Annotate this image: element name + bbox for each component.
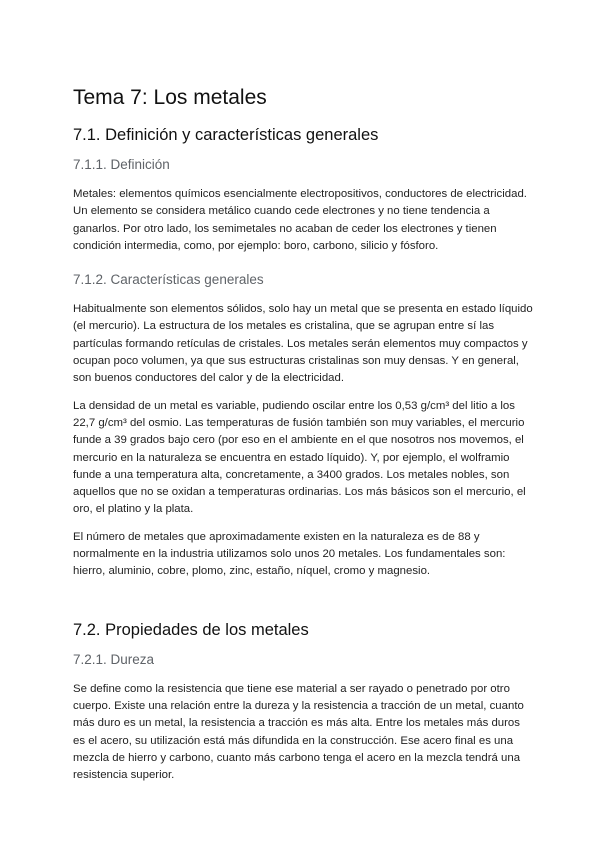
paragraph-caracteristicas-3: El número de metales que aproximadamente existen en la naturaleza es de 88 y normalmente en la industria utilizamos solo unos 20 metales. Los fundamentales son: hierro, aluminio, cobre, plomo, zinc, estaño, níquel, cromo y magnesio.	[73, 530, 506, 578]
section-heading-7-1: 7.1. Definición y características generales	[73, 126, 379, 144]
subsection-heading-7-1-1: 7.1.1. Definición	[73, 157, 170, 172]
document-page	[73, 84, 533, 794]
paragraph-caracteristicas-1: Habitualmente son elementos sólidos, solo hay un metal que se presenta en estado líquido (el mercurio). La estructura de los metales es cristalina, que se agrupan entre sí las partículas formando retículas de cristales. Los metales serán elementos muy compactos y ocupan poco volumen, ya que sus estructuras cristalinas son muy densas. Y en general, son buenos conductores del calor y de la electricidad.	[73, 303, 533, 385]
paragraph-definicion: Metales: elementos químicos esencialmente electropositivos, conductores de electricidad. Un elemento se considera metálico cuando cede electrones y no tiene tendencia a ganarlos. Por otro lado, los semimetales no acaban de ceder los electrones y tienen condición intermedia, como, por ejemplo: boro, carbono, silicio y fósforo.	[73, 188, 527, 252]
paragraph-dureza: Se define como la resistencia que tiene ese material a ser rayado o penetrado por otro cuerpo. Existe una relación entre la dureza y la resistencia a tracción de un metal, cuanto más duro es un metal, la resistencia a tracción es más alta. Entre los metales más duros es el acero, su utilización está más difundida en la construcción. Ese acero final es una mezcla de hierro y carbono, cuanto más carbono tenga el acero en la mezcla tendrá una resistencia superior.	[73, 682, 524, 782]
section-heading-7-2: 7.2. Propiedades de los metales	[73, 620, 309, 639]
document-title: Tema 7: Los metales	[73, 86, 267, 109]
section-spacer	[73, 591, 533, 619]
subsection-heading-7-1-2: 7.1.2. Características generales	[73, 272, 264, 288]
subsection-heading-7-2-1: 7.2.1. Dureza	[73, 651, 155, 667]
paragraph-caracteristicas-2: La densidad de un metal es variable, pudiendo oscilar entre los 0,53 g/cm³ del litio a los 22,7 g/cm³ del osmio. Las temperaturas de fusión también son muy variables, el mercurio funde a 39 grados bajo cero (por eso en el ambiente en el que nosotros nos movemos, el mercurio en la naturaleza se encuentra en estado líquido). Y, por ejemplo, el wolframio funde a una temperatura alta, concretamente, a 3400 grados. Los metales nobles, son aquellos que no se oxidan a temperaturas ordinarias. Los más básicos son el mercurio, el oro, el platino y la plata.	[73, 399, 526, 516]
